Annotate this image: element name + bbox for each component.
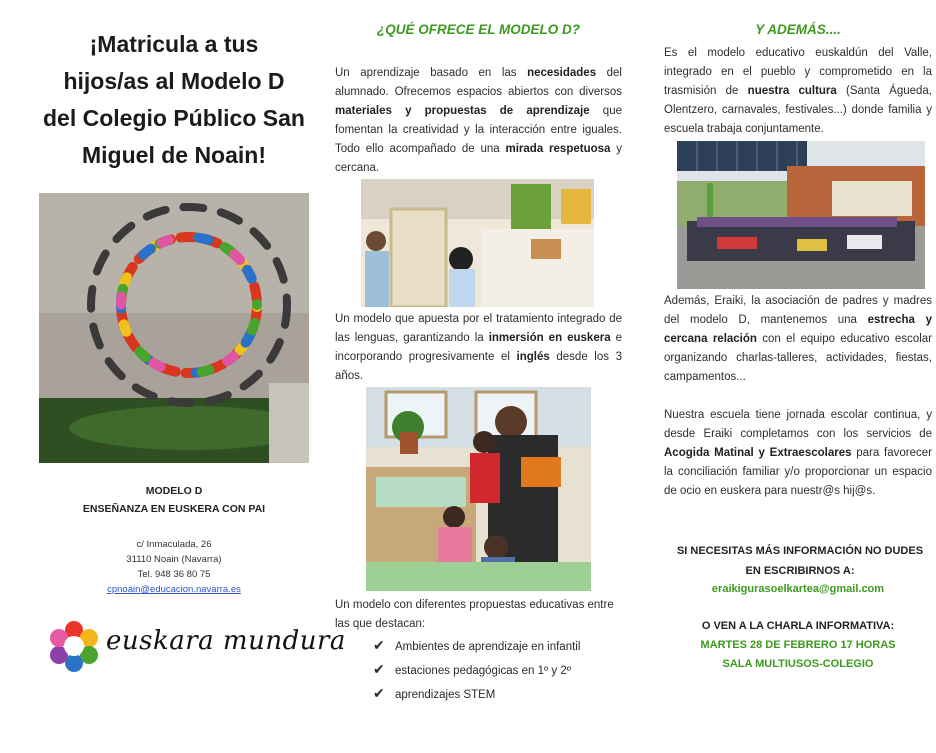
title-line: del Colegio Público San	[43, 105, 305, 131]
title-line: ¡Matricula a tus	[89, 31, 259, 57]
text-span: Un modelo que apuesta por el tratamiento integrado de las lenguas, garantizando la	[335, 313, 622, 344]
right-column-title: Y ADEMÁS....	[755, 22, 841, 37]
main-title	[38, 26, 310, 174]
text-span: para favorecer la conciliación familiar y/o proporcionar un espacio de ocio en euskera para nuestr@s hij@s.	[664, 447, 932, 497]
phone: Tel. 948 36 80 75	[137, 569, 211, 580]
check-icon: ✔	[373, 637, 385, 653]
address-city: 31110 Noain (Navarra)	[126, 554, 222, 565]
flower-logo-icon	[46, 618, 102, 674]
text-span: desde los 3 años.	[335, 351, 623, 382]
list-item-text: aprendizajes STEM	[395, 689, 496, 701]
photo-school-group	[677, 141, 925, 289]
talk-date: MARTES 28 DE FEBRERO 17 HORAS	[700, 639, 896, 651]
check-icon: ✔	[373, 685, 385, 701]
photo-classroom-play	[361, 179, 594, 307]
highlight-text: Acogida Matinal y Extraescolares	[664, 447, 852, 459]
talk-place: SALA MULTIUSOS-COLEGIO	[722, 658, 874, 670]
address-block	[39, 537, 309, 597]
model-subtitle: ENSEÑANZA EN EUSKERA CON PAI	[82, 503, 266, 515]
model-block	[39, 482, 309, 518]
middle-paragraph-3: Un modelo con diferentes propuestas educativas entre las que destacan:	[335, 599, 614, 630]
middle-paragraph-2	[335, 310, 622, 386]
text-span: que fomentan la creatividad y la interacción entre iguales. Todo ello acompañado de una	[335, 105, 622, 155]
highlight-text: inmersión en euskera	[488, 332, 611, 344]
text-span: e incorporando progresivamente el	[335, 332, 623, 363]
talk-heading: O VEN A LA CHARLA INFORMATIVA:	[701, 620, 895, 632]
right-paragraph-3	[664, 406, 932, 501]
check-icon: ✔	[373, 661, 385, 677]
text-span: Es el modelo educativo euskaldún del Valle, integrado en el pueblo y comprometido en la trasmisión de	[664, 47, 932, 97]
right-paragraph-2	[664, 292, 932, 387]
highlight-text: mirada respetuosa	[505, 143, 611, 155]
title-line: hijos/as al Modelo D	[63, 68, 285, 94]
euskara-mundura-logo	[46, 616, 346, 676]
model-label: MODELO D	[145, 485, 203, 497]
highlight-text: nuestra cultura	[747, 85, 837, 97]
text-span: con el equipo educativo escolar organizando charlas-talleres, actividades, fiestas, campamentos...	[664, 333, 932, 383]
middle-column-title: ¿QUÉ OFRECE EL MODELO D?	[376, 22, 580, 37]
highlight-text: materiales y propuestas de aprendizaje	[335, 105, 590, 117]
proposals-list	[373, 634, 633, 706]
list-item-text: Ambientes de aprendizaje en infantil	[395, 641, 581, 653]
logo-text: euskara mundura	[106, 626, 346, 656]
school-email-link[interactable]: cpnoain@educacion.navarra.es	[107, 584, 241, 595]
title-line: Miguel de Noain!	[82, 142, 266, 168]
text-span: Un aprendizaje basado en las	[335, 67, 528, 79]
eraiki-email-link[interactable]: eraikigurasoelkartea@gmail.com	[711, 583, 885, 595]
middle-paragraph-1	[335, 64, 622, 178]
list-item	[373, 658, 633, 682]
list-item	[373, 634, 633, 658]
text-span: y cercana.	[335, 143, 622, 174]
text-span: del alumnado. Ofrecemos espacios abiertos con diversos	[335, 67, 622, 98]
highlight-text: estrecha y cercana relación	[664, 314, 932, 345]
address-street: c/ Inmaculada, 26	[136, 539, 212, 550]
text-span: (Santa Águeda, Olentzero, carnavales, festivales...) donde familia y escuela trabaja conjuntamente.	[664, 85, 932, 135]
highlight-text: necesidades	[527, 67, 597, 79]
text-span: Además, Eraiki, la asociación de padres y madres del modelo D, mantenemos una	[664, 295, 932, 326]
highlight-text: inglés	[516, 351, 550, 363]
photo-classroom-teacher	[366, 387, 591, 591]
info-heading: SI NECESITAS MÁS INFORMACIÓN NO DUDES EN ESCRIBIRNOS A:	[676, 545, 924, 577]
text-span: Nuestra escuela tiene jornada escolar continua, y desde Eraiki completamos con los servicios de	[664, 409, 932, 440]
photo-children-circle	[39, 193, 309, 463]
right-paragraph-1	[664, 44, 932, 139]
list-item	[373, 682, 633, 706]
list-item-text: estaciones pedagógicas en 1º y 2º	[395, 665, 571, 677]
